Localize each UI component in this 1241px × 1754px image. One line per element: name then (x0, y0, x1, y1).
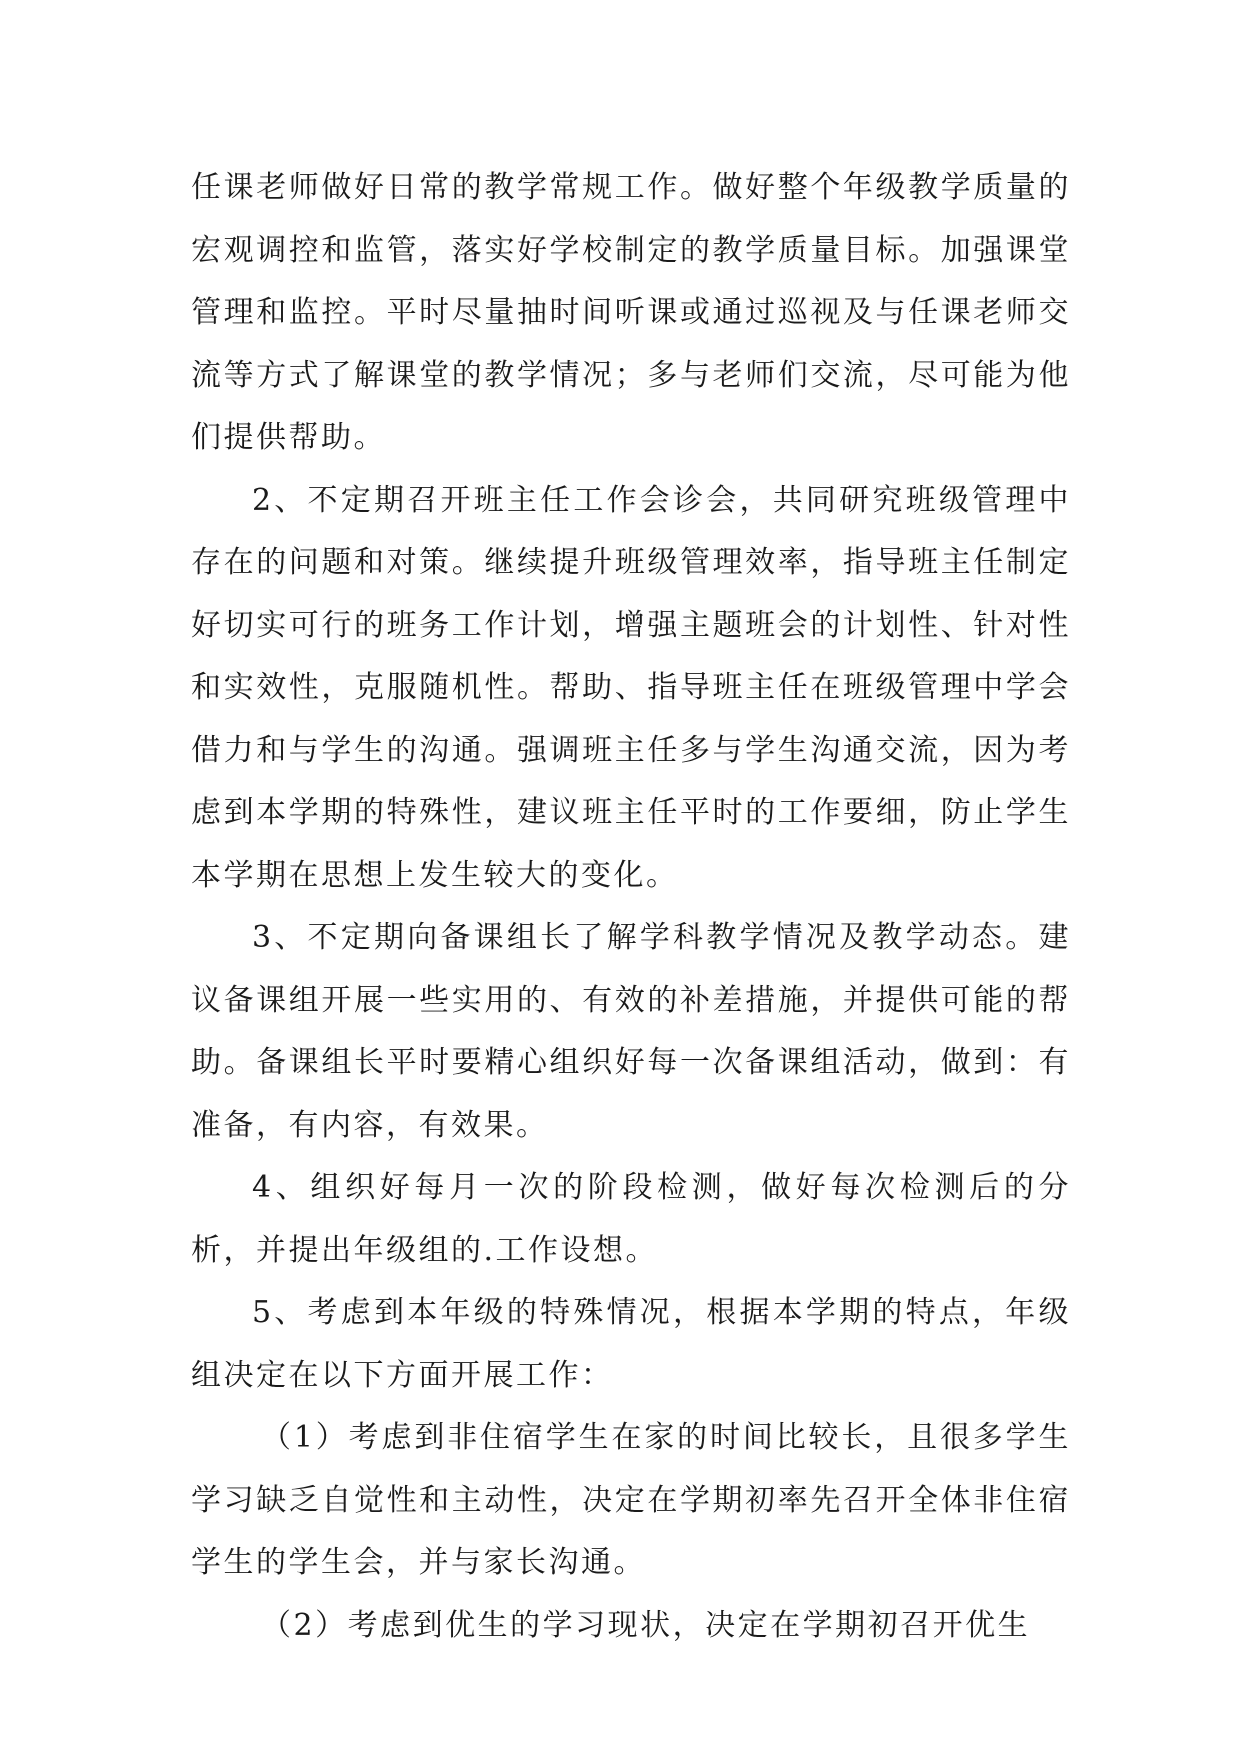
paragraph-item-3: 3、不定期向备课组长了解学科教学情况及教学动态。建议备课组开展一些实用的、有效的补差措施，并提供可能的帮助。备课组长平时要精心组织好每一次备课组活动，做到：有准备，有内容，有效果。 (191, 920, 1071, 1143)
paragraph-continuation: 任课老师做好日常的教学常规工作。做好整个年级教学质量的宏观调控和监管，落实好学校制定的教学质量目标。加强课堂管理和监控。平时尽量抽时间听课或通过巡视及与任课老师交流等方式了解课堂的教学情况；多与老师们交流，尽可能为他们提供帮助。 (191, 170, 1071, 455)
paragraph-item-4: 4、组织好每月一次的阶段检测，做好每次检测后的分析，并提出年级组的.工作设想。 (191, 1170, 1071, 1268)
paragraph-subitem-2: （2）考虑到优生的学习现状，决定在学期初召开优生 (261, 1607, 1031, 1643)
document-body (191, 157, 1071, 1657)
paragraph-subitem-1: （1）考虑到非住宿学生在家的时间比较长，且很多学生学习缺乏自觉性和主动性，决定在学期初率先召开全体非住宿学生的学生会，并与家长沟通。 (191, 1420, 1071, 1580)
paragraph-item-5: 5、考虑到本年级的特殊情况，根据本学期的特点，年级组决定在以下方面开展工作： (191, 1295, 1071, 1393)
paragraph-item-2: 2、不定期召开班主任工作会诊会，共同研究班级管理中存在的问题和对策。继续提升班级管理效率，指导班主任制定好切实可行的班务工作计划，增强主题班会的计划性、针对性和实效性，克服随机性。帮助、指导班主任在班级管理中学会借力和与学生的沟通。强调班主任多与学生沟通交流，因为考虑到本学期的特殊性，建议班主任平时的工作要细，防止学生本学期在思想上发生较大的变化。 (191, 482, 1071, 893)
